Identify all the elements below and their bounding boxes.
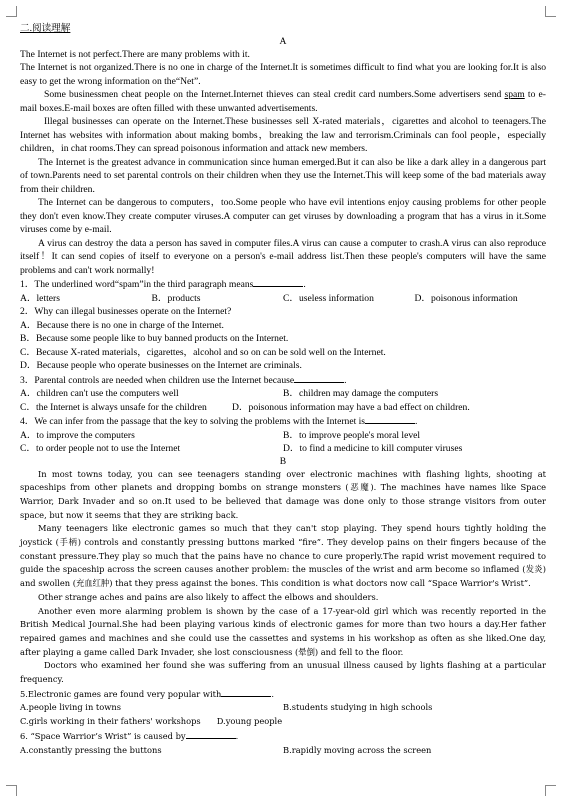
option-b[interactable]: B．to improve people's moral level <box>283 429 421 441</box>
answer-blank[interactable] <box>221 687 271 697</box>
option-c[interactable]: C.girls working in their fathers' workshops <box>20 716 201 727</box>
answer-blank[interactable] <box>294 373 344 383</box>
option-b[interactable]: B．products <box>151 292 201 304</box>
question-4-options-ab <box>20 429 546 443</box>
underlined-word-spam: spam <box>504 89 525 100</box>
question-end: . <box>344 374 347 386</box>
question-end: . <box>271 688 274 699</box>
option-d[interactable]: D．poisonous information may have a bad effect on children. <box>232 401 470 413</box>
option-b[interactable]: B.rapidly moving across the screen <box>283 744 432 755</box>
crop-mark-top-right <box>545 6 556 17</box>
option-a[interactable]: A．letters <box>20 292 60 304</box>
passage-a-paragraph: The Internet can be dangerous to computers，too.Some people who have evil intentions enjoy causing problems for other people they don't even know.They create computer viruses.A computer can get viruses by downloading a program that has a virus in it.Some viruses come by e-mail. <box>20 197 546 235</box>
option-d[interactable]: D.young people <box>216 716 283 727</box>
question-3-options-cd <box>20 401 546 415</box>
question-1-options <box>20 292 546 306</box>
question-2: 2．Why can illegal businesses operate on the Internet? <box>20 306 232 317</box>
question-end: . <box>235 730 239 741</box>
passage-b <box>20 468 546 758</box>
para3-text-pre: Some businessmen cheat people on the Internet.Internet thieves can steal credit card numbers.Some advertisers send <box>44 89 505 100</box>
answer-blank[interactable] <box>253 277 303 287</box>
passage-b-paragraph: Other strange aches and pains are also likely to affect the elbows and shoulders. <box>38 591 379 602</box>
question-end: . <box>415 416 418 427</box>
answer-blank[interactable] <box>186 729 236 739</box>
passage-b-paragraph: Many teenagers like electronic games so much that they can't stop playing. They spend hours tightly holding the joystick (手柄) controls and constantly pressing buttons marked “fire”. They develop pains on their fingers because of the constant pressure.They play so much that the pains have no chance to cure properly.The rapid wrist movement required to guide the spaceship across the screen causes another problem: the muscles of the wrist and arm become so inflamed (发炎) and swollen (充血红肿) that they press against the bones. This condition is what doctors now call “Space Warrior's Wrist”. <box>20 523 546 589</box>
option-a[interactable]: A.constantly pressing the buttons <box>20 744 162 755</box>
option-c[interactable]: C．the Internet is always unsafe for the children <box>20 401 207 413</box>
option-b[interactable]: B．children may damage the computers <box>283 388 439 399</box>
question-3 <box>20 373 546 388</box>
question-6-options-ab <box>20 744 546 758</box>
option-b[interactable]: B.students studying in high schools <box>283 702 433 713</box>
option-d[interactable]: D．poisonous information <box>414 292 518 304</box>
passage-b-paragraph: In most towns today, you can see teenagers standing over electronic machines with flashing lights, shooting at spaceships from other planets and dropping bombs on strange monsters (恶魔). The machines have names like Space Warrior, Dark Invader and so on.It used to be believed that damage was done only to those strange visitors from outer space, but now it seems that they are striking back. <box>20 468 546 520</box>
question-stem: 6. “Space Warrior’s Wrist” is caused by <box>20 730 186 741</box>
option-a[interactable]: A.people living in towns <box>20 702 121 713</box>
passage-b-label: B <box>279 455 287 467</box>
option-b[interactable]: B．Because some people like to buy banned products on the Internet. <box>20 333 289 344</box>
question-3-options-ab <box>20 387 546 401</box>
answer-blank[interactable] <box>365 414 415 424</box>
question-6 <box>20 729 546 744</box>
question-5 <box>20 687 546 702</box>
question-4-options-cd <box>20 442 546 456</box>
section-title-text: 二.阅读理解 <box>20 23 71 34</box>
crop-mark-top-left <box>6 6 17 17</box>
crop-mark-bottom-right <box>545 785 556 796</box>
passage-a-paragraph: A virus can destroy the data a person has saved in computer files.A virus can cause a computer to crash.A virus can also reproduce itself！It can send copies of itself to everyone on a person's e-mail address list.Then these people's computers will have the same problems and can't work normally! <box>20 237 546 276</box>
option-c[interactable]: C．Because X-rated materials，cigarettes，alcohol and so on can be sold well on the Internet. <box>20 346 386 358</box>
question-5-options-ab <box>20 701 546 715</box>
option-a[interactable]: A．children can't use the computers well <box>20 388 179 399</box>
crop-mark-bottom-left <box>6 785 17 796</box>
question-end: . <box>303 279 306 290</box>
option-c[interactable]: C．useless information <box>283 292 374 304</box>
passage-a-paragraph <box>20 88 546 115</box>
passage-a-paragraph: The Internet is the greatest advance in communication since human emerged.But it can also be like a dark alley in a dangerous part of town.Parents need to set parental controls on their children when they use the Internet.This will keep some of the bad materials away from their children. <box>20 156 546 195</box>
option-c[interactable]: C．to order people not to use the Internet <box>20 443 181 454</box>
passage-a-paragraph: Illegal businesses can operate on the Internet.These businesses sell X-rated materials，cigarettes and alcohol to teenagers.The Internet has websites with information about making bombs，breaking the law and terrorism.Criminals can fool people，especially children，in chat rooms.They can spread poisonous information and attack new members. <box>20 116 546 154</box>
para3-text-post: to e-mail boxes.E-mail boxes are often filled with these unwanted advertisements. <box>20 89 546 114</box>
question-4 <box>20 414 546 429</box>
option-a[interactable]: A．Because there is no one in charge of the Internet. <box>20 319 224 331</box>
question-1 <box>20 277 546 292</box>
question-stem: 4．We can infer from the passage that the key to solving the problems with the Internet is <box>20 416 366 427</box>
passage-b-paragraph: Another even more alarming problem is shown by the case of a 17-year-old girl which was recently reported in the British Medical Journal.She had been playing various kinds of electronic games for more than two hours a day.Her father repaired games and machines and she could use the cassettes and systems in his workshop as often as she liked.One day, after playing a game called Dark Invader, she lost consciousness (晕倒) and fell to the floor. <box>20 605 546 657</box>
passage-a-label: A <box>279 35 287 47</box>
passage-b-paragraph: Doctors who examined her found she was suffering from an unusual illness caused by lights flashing at a particular frequency. <box>20 660 546 685</box>
question-stem: 3．Parental controls are needed when children use the Internet because <box>20 374 295 386</box>
document-page <box>20 22 546 757</box>
option-a[interactable]: A．to improve the computers <box>20 429 135 441</box>
question-5-options-cd <box>20 715 546 729</box>
section-title <box>20 22 546 36</box>
passage-a-paragraph: The Internet is not perfect.There are many problems with it. <box>20 48 250 60</box>
option-d[interactable]: D．Because people who operate businesses on the Internet are criminals. <box>20 360 302 371</box>
question-stem: 5.Electronic games are found very popular with <box>20 688 222 699</box>
option-d[interactable]: D．to find a medicine to kill computer viruses <box>283 443 463 454</box>
passage-a-paragraph: The Internet is not organized.There is no one in charge of the Internet.It is sometimes difficult to find what you are looking for.It is also easy to get the wrong information on the“Net”. <box>20 62 546 87</box>
question-stem: 1．The underlined word“spam”in the third paragraph means <box>20 279 254 290</box>
